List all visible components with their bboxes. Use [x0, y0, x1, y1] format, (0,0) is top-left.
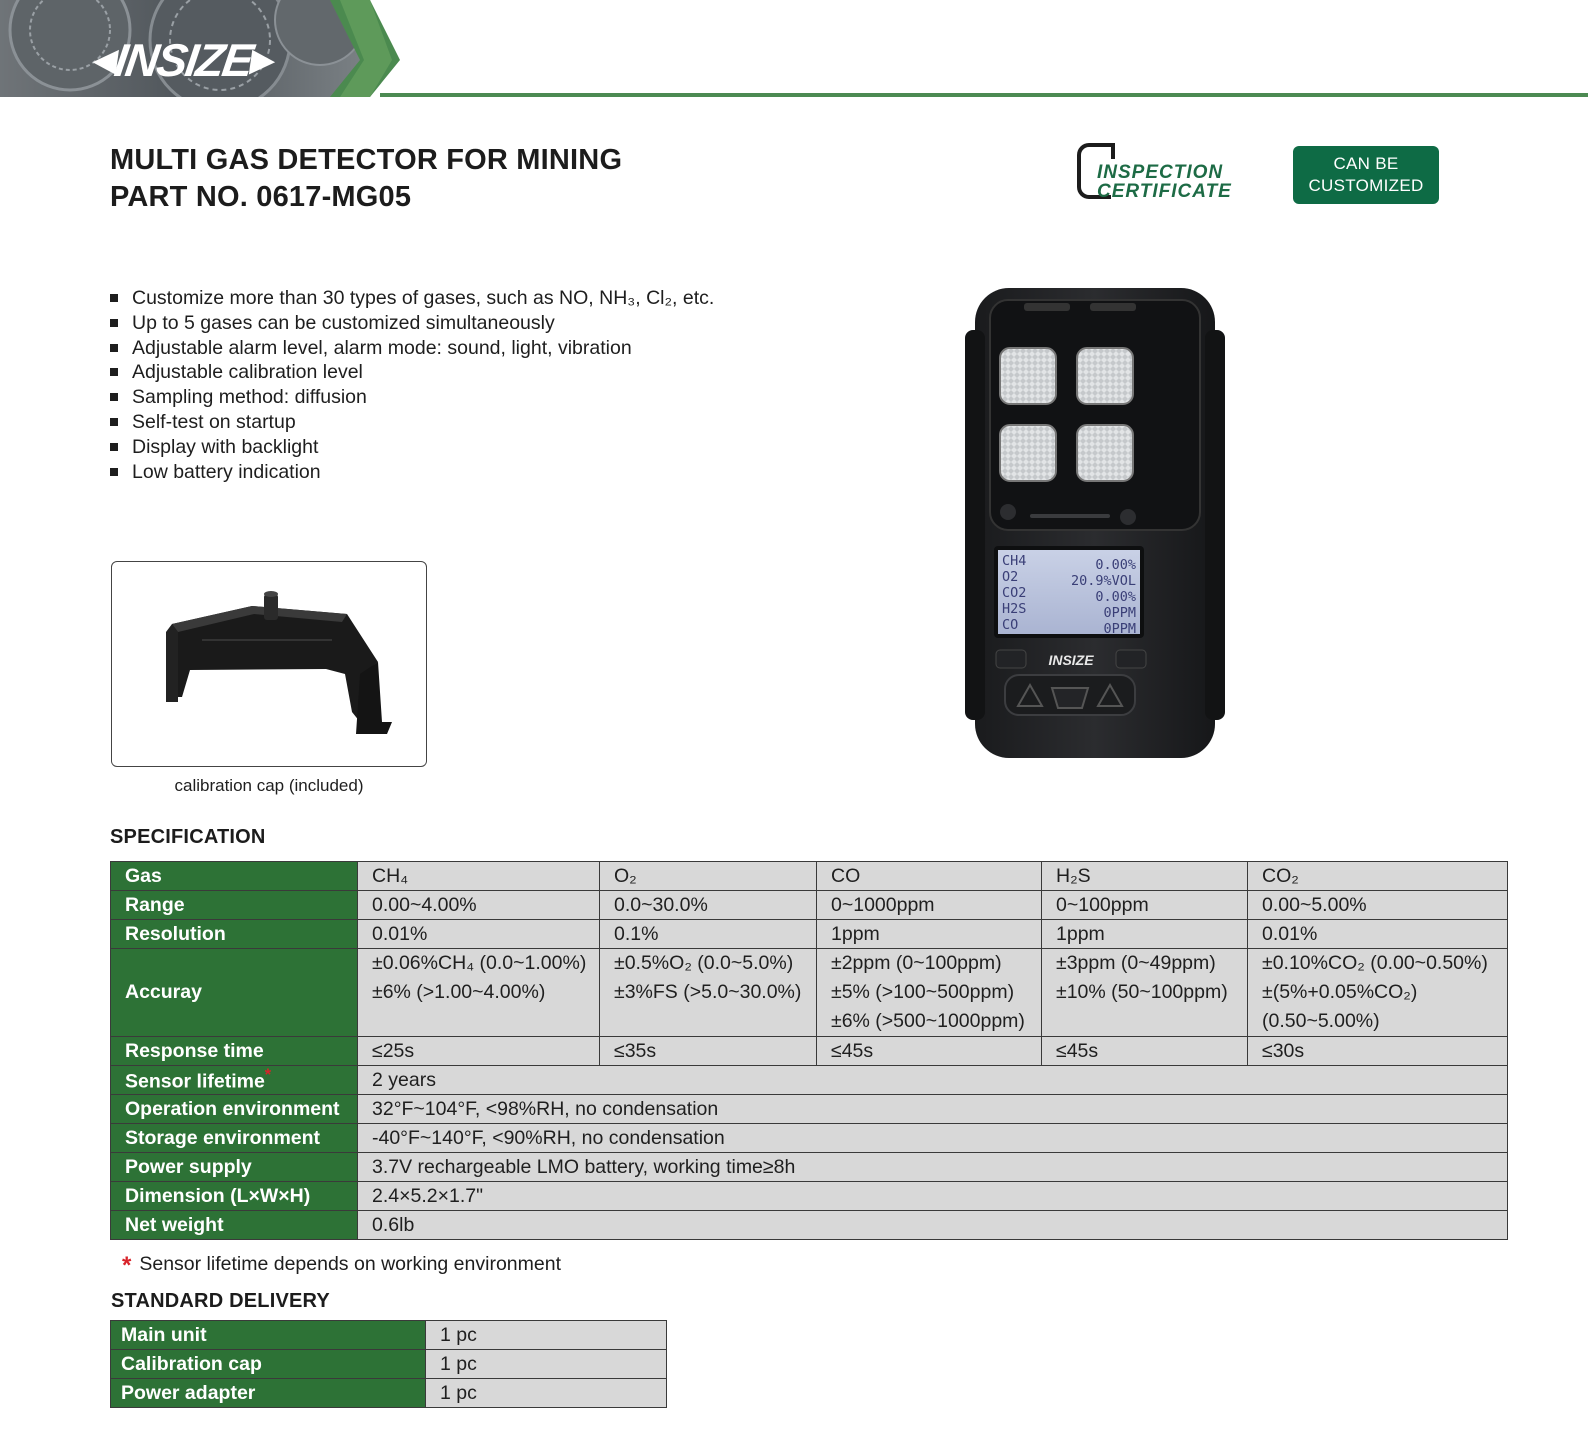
calibration-cap-image	[112, 562, 425, 765]
screen-value-h2s: 0PPM	[1103, 605, 1136, 621]
product-title	[110, 142, 622, 216]
list-item: Low battery indication	[110, 460, 714, 485]
table-row: Range 0.00~4.00% 0.0~30.0% 0~1000ppm 0~100ppm 0.00~5.00%	[111, 891, 1508, 920]
table-row: Storage environment -40°F~140°F, <90%RH, no condensation	[111, 1124, 1508, 1153]
bullet-icon	[110, 393, 118, 401]
part-number: PART NO. 0617-MG05	[110, 181, 412, 213]
calibration-cap-caption: calibration cap (included)	[174, 776, 364, 795]
arrow-left-icon: ◀	[91, 43, 118, 77]
screen-label-o2: O2	[1002, 569, 1019, 585]
list-item: Up to 5 gases can be customized simultaneously	[110, 311, 714, 336]
bullet-icon	[110, 468, 118, 476]
table-row: Response time ≤25s ≤35s ≤45s ≤45s ≤30s	[111, 1037, 1508, 1066]
screen-value-ch4: 0.00%	[1095, 557, 1136, 573]
list-item: Customize more than 30 types of gases, such as NO, NH₃, Cl₂, etc.	[110, 286, 714, 311]
table-row: Resolution 0.01% 0.1% 1ppm 1ppm 0.01%	[111, 920, 1508, 949]
bullet-icon	[110, 344, 118, 352]
table-row: Gas CH₄ O₂ CO H₂S CO₂	[111, 862, 1508, 891]
bullet-icon	[110, 443, 118, 451]
table-row: Sensor lifetime* 2 years	[111, 1066, 1508, 1095]
list-item: Self-test on startup	[110, 410, 714, 435]
bullet-icon	[110, 319, 118, 327]
table-row: Calibration cap 1 pc	[111, 1350, 667, 1379]
table-row: Dimension (L×W×H) 2.4×5.2×1.7"	[111, 1182, 1508, 1211]
screen-label-ch4: CH4	[1002, 553, 1027, 569]
screen-value-co2: 0.00%	[1095, 589, 1136, 605]
power-button-icon	[1052, 688, 1088, 708]
arrow-right-icon: ▶	[249, 43, 275, 77]
table-row: Operation environment 32°F~104°F, <98%RH, no condensation	[111, 1095, 1508, 1124]
list-item: Display with backlight	[110, 435, 714, 460]
list-item: Sampling method: diffusion	[110, 385, 714, 410]
product-name: MULTI GAS DETECTOR FOR MINING	[110, 144, 623, 176]
inspection-certificate-badge: INSPECTION CERTIFICATE	[1077, 143, 1257, 201]
asterisk-icon: *	[122, 1252, 132, 1279]
screen-label-co2: CO2	[1002, 585, 1027, 601]
asterisk-icon: *	[264, 1066, 272, 1085]
standard-delivery-table	[110, 1320, 667, 1408]
bullet-icon	[110, 418, 118, 426]
screen-value-o2: 20.9%VOL	[1070, 573, 1136, 589]
table-row: Net weight 0.6lb	[111, 1211, 1508, 1240]
table-row: Power adapter 1 pc	[111, 1379, 667, 1408]
standard-delivery-heading: STANDARD DELIVERY	[111, 1290, 330, 1312]
specification-table	[110, 861, 1508, 1240]
screen-value-co: 0PPM	[1103, 621, 1136, 637]
feature-list	[110, 286, 714, 484]
screen-label-h2s: H2S	[1002, 601, 1027, 617]
table-row: Power supply 3.7V rechargeable LMO battery, working time≥8h	[111, 1153, 1508, 1182]
device-brand-label: INSIZE	[1048, 652, 1094, 668]
can-be-customized-badge: CAN BE CUSTOMIZED	[1293, 146, 1439, 204]
header-divider-line	[380, 93, 1588, 97]
gas-detector-image	[960, 270, 1230, 780]
table-row: Accuray ±0.06%CH₄ (0.0~1.00%) ±6% (>1.00~4.00%) ±0.5%O₂ (0.0~5.0%) ±3%FS (>5.0~30.0%) ±2ppm (0~100ppm) ±5% (>100~500ppm) ±6% (>500~1000ppm) ±3ppm (0~49ppm) ±10% (50~100ppm) ±0.10%CO₂ (0.00~0.50%) ±(5%+0.05%CO₂) (0.50~5.00%)	[111, 949, 1508, 1037]
header-banner	[0, 0, 1588, 100]
list-item: Adjustable alarm level, alarm mode: sound, light, vibration	[110, 336, 714, 361]
screen-label-co: CO	[1002, 617, 1019, 633]
bullet-icon	[110, 368, 118, 376]
sensor-lifetime-footnote: * Sensor lifetime depends on working environment	[122, 1252, 561, 1279]
calibration-cap-image-frame	[111, 561, 427, 767]
table-row: Main unit 1 pc	[111, 1321, 667, 1350]
brand-logo: ◀ INSIZE ▶	[91, 34, 275, 86]
specification-heading: SPECIFICATION	[110, 826, 266, 848]
bullet-icon	[110, 294, 118, 302]
list-item: Adjustable calibration level	[110, 360, 714, 385]
